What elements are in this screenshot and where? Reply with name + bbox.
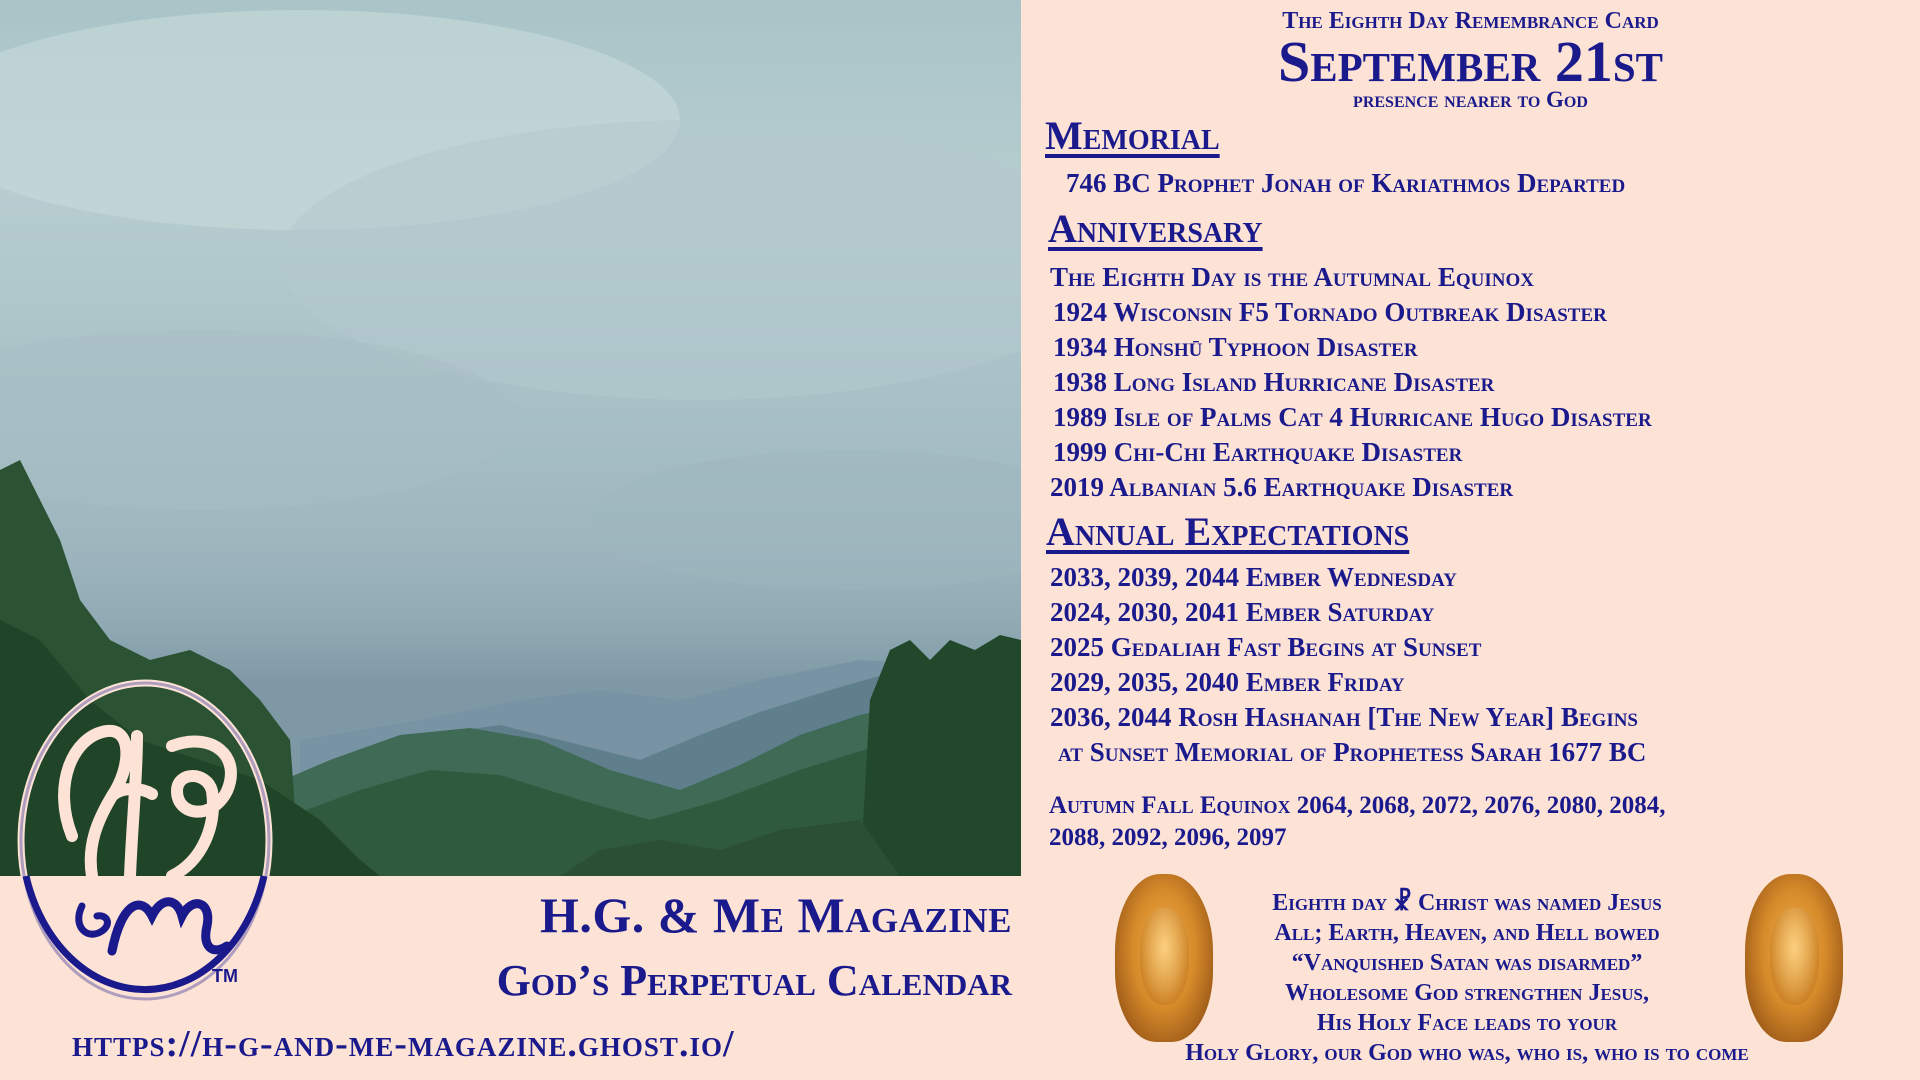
anniversary-item: 2019 Albanian 5.6 Earthquake Disaster — [1050, 472, 1514, 502]
magazine-title: H.G. & Me Magazine — [539, 887, 1012, 943]
expectation-item: 2029, 2035, 2040 Ember Friday — [1050, 667, 1405, 697]
card-title: The Eighth Day Remembrance Card — [1282, 8, 1659, 34]
anniversary-item: 1938 Long Island Hurricane Disaster — [1053, 367, 1495, 397]
expectation-item: at Sunset Memorial of Prophetess Sarah 1677 BC — [1058, 737, 1647, 767]
poem-line-1-end: Christ was named Jesus — [1417, 890, 1662, 916]
card-date: September 21st — [1278, 29, 1663, 94]
trademark-mark: TM — [212, 966, 238, 986]
magazine-subtitle: God’s Perpetual Calendar — [496, 956, 1012, 1005]
anniversary-heading: Anniversary — [1048, 206, 1263, 251]
memorial-heading: Memorial — [1045, 113, 1220, 158]
hg-and-me-logo — [12, 676, 292, 1006]
anniversary-item: 1934 Honshū Typhoon Disaster — [1053, 332, 1418, 362]
poem-line-6: Holy Glory, our God who was, who is, who is to come — [1185, 1040, 1749, 1066]
poem-line-1-start: Eighth day — [1272, 890, 1388, 916]
expectation-item: 2033, 2039, 2044 Ember Wednesday — [1050, 562, 1457, 592]
expectation-item: 2024, 2030, 2041 Ember Saturday — [1050, 597, 1435, 627]
expectation-item: 2025 Gedaliah Fast Begins at Sunset — [1050, 632, 1482, 662]
expectation-item: 2036, 2044 Rosh Hashanah [The New Year] Begins — [1050, 702, 1639, 732]
anniversary-item: 1999 Chi-Chi Earthquake Disaster — [1053, 437, 1463, 467]
anniversary-item: The Eighth Day is the Autumnal Equinox — [1050, 262, 1534, 292]
anniversary-item: 1989 Isle of Palms Cat 4 Hurricane Hugo Disaster — [1053, 402, 1652, 432]
card-subtitle: presence nearer to God — [1353, 87, 1588, 112]
magazine-url[interactable]: https://h-g-and-me-magazine.ghost.io/ — [72, 1023, 735, 1065]
card-panel — [1021, 0, 1920, 1080]
chi-rho-icon: ☧ — [1393, 890, 1412, 916]
equinox-years-line1: Autumn Fall Equinox 2064, 2068, 2072, 2076, 2080, 2084, — [1049, 792, 1666, 819]
poem-line-5: His Holy Face leads to your — [1316, 1010, 1618, 1036]
poem-line-4: Wholesome God strengthen Jesus, — [1285, 980, 1649, 1006]
anniversary-item: 1924 Wisconsin F5 Tornado Outbreak Disaster — [1053, 297, 1607, 327]
memorial-item: 746 BC Prophet Jonah of Kariathmos Departed — [1066, 168, 1626, 198]
expectations-heading: Annual Expectations — [1046, 509, 1410, 554]
equinox-years-line2: 2088, 2092, 2096, 2097 — [1049, 824, 1287, 851]
poem — [1117, 888, 1817, 1068]
poem-line-3: “Vanquished Satan was disarmed” — [1291, 950, 1643, 976]
poem-line-1 — [1117, 888, 1817, 918]
poem-line-2: All; Earth, Heaven, and Hell bowed — [1274, 920, 1660, 946]
